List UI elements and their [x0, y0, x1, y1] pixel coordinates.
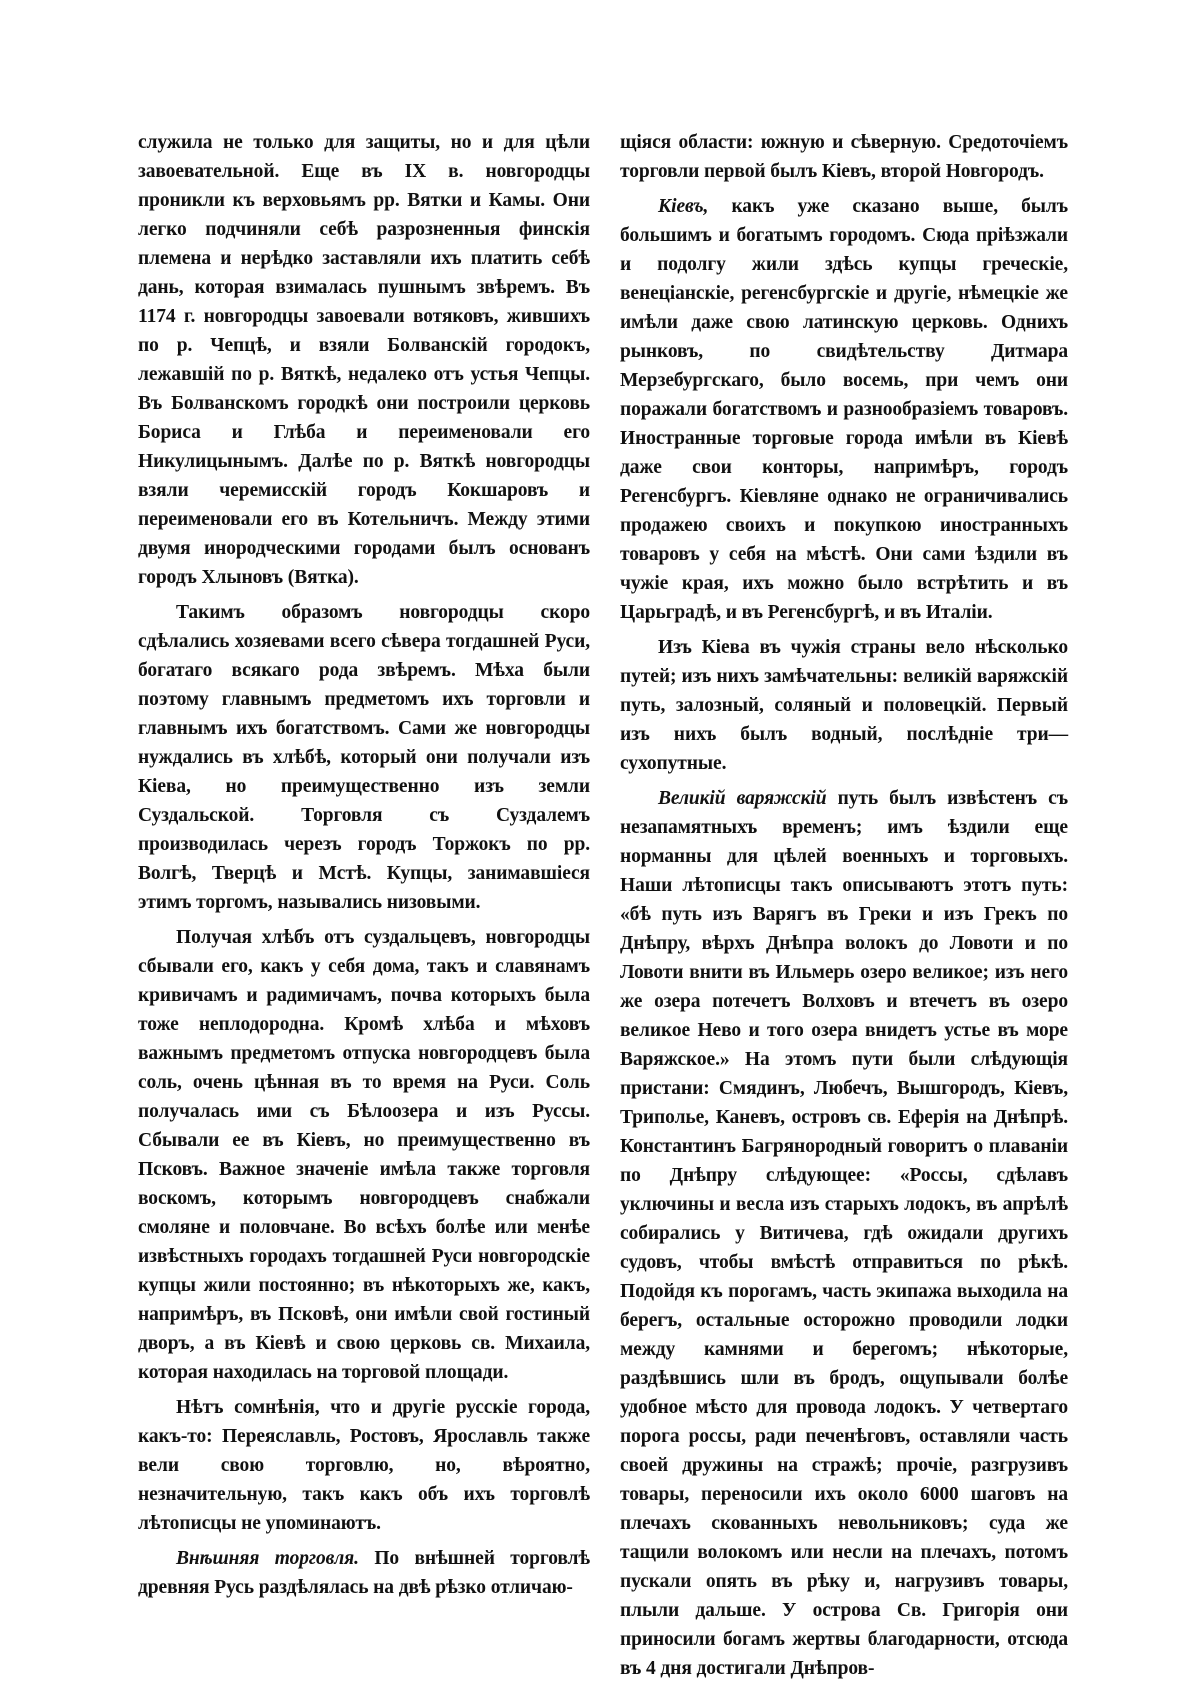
left-column: [138, 128, 590, 1608]
section-lead: Великій варяжскій: [658, 788, 827, 809]
paragraph: Нѣтъ сомнѣнія, что и другіе русскіе города, какъ-то: Переяславль, Ростовъ, Ярославль также вели свою торговлю, но, вѣроятно, незначительную, такъ какъ объ ихъ торговлѣ лѣтописцы не упоминаютъ.: [138, 1397, 590, 1534]
paragraph-text: какъ уже сказано выше, былъ большимъ и богатымъ городомъ. Сюда пріѣзжали и подолгу жили здѣсь купцы греческіе, венеціанскіе, регенсбургскіе и другіе, нѣмецкіе же имѣли даже свою латинскую церковь. Однихъ рынковъ, по свидѣтельству Дитмара Мерзебургскаго, было восемь, при чемъ они поражали богатствомъ и разнообразіемъ товаровъ. Иностранные торговые города имѣли въ Кіевѣ даже свои конторы, напримѣръ, городъ Регенсбургъ. Кіевляне однако не ограничивались продажею своихъ и покупкою иностранныхъ товаровъ у себя на мѣстѣ. Они сами ѣздили въ чужіе края, ихъ можно было встрѣтить и въ Царьградѣ, и въ Регенсбургѣ, и въ Италіи.: [620, 196, 1068, 623]
paragraph: [620, 192, 1068, 627]
paragraph: [138, 1544, 590, 1602]
paragraph: щіяся области: южную и сѣверную. Средоточіемъ торговли первой былъ Кіевъ, второй Новгородъ.: [620, 132, 1068, 182]
paragraph: Получая хлѣбъ отъ суздальцевъ, новгородцы сбывали его, какъ у себя дома, такъ и славянамъ кривичамъ и радимичамъ, почва которыхъ была тоже неплодородна. Кромѣ хлѣба и мѣховъ важнымъ предметомъ отпуска новгородцевъ была соль, очень цѣнная въ то время на Руси. Соль получалась ими съ Бѣлоозера и изъ Руссы. Сбывали ее въ Кіевъ, но преимущественно въ Псковъ. Важное значеніе имѣла также торговля воскомъ, которымъ новгородцевъ снабжали смоляне и половчане. Во всѣхъ болѣе или менѣе извѣстныхъ городахъ тогдашней Руси новгородскіе купцы жили постоянно; въ нѣкоторыхъ же, какъ, напримѣръ, въ Псковѣ, они имѣли свой гостиный дворъ, а въ Кіевѣ и свою церковь св. Михаила, которая находилась на торговой площади.: [138, 927, 590, 1383]
right-column: [620, 128, 1068, 1689]
paragraph: Такимъ образомъ новгородцы скоро сдѣлались хозяевами всего сѣвера тогдашней Руси, богатаго всякаго рода звѣремъ. Мѣха были поэтому главнымъ предметомъ ихъ торговли и главнымъ ихъ богатствомъ. Сами же новгородцы нуждались въ хлѣбѣ, который они получали изъ Кіева, но преимущественно изъ земли Суздальской. Торговля съ Суздалемъ производилась черезъ городъ Торжокъ по рр. Волгѣ, Тверцѣ и Мстѣ. Купцы, занимавшіеся этимъ торгомъ, назывались низовыми.: [138, 602, 590, 913]
section-lead: Внѣшняя торговля.: [176, 1548, 359, 1569]
paragraph: служила не только для защиты, но и для цѣли завоевательной. Еще въ IX в. новгородцы проникли къ верховьямъ рр. Вятки и Камы. Они легко подчиняли себѣ разрозненныя финскія племена и нерѣдко заставляли ихъ платить себѣ дань, которая взималась пушнымъ звѣремъ. Въ 1174 г. новгородцы завоевали вотяковъ, жившихъ по р. Чепцѣ, и взяли Болванскій городокъ, лежавшій по р. Вяткѣ, недалеко отъ устья Чепцы. Въ Болванскомъ городкѣ они построили церковь Бориса и Глѣба и переименовали его Никулицынымъ. Далѣе по р. Вяткѣ новгородцы взяли черемисскій городъ Кокшаровъ и переименовали его въ Котельничъ. Между этими двумя инородческими городами былъ основанъ городъ Хлыновъ (Вятка).: [138, 132, 590, 588]
section-lead: Кіевъ,: [658, 196, 709, 217]
paragraph: Изъ Кіева въ чужія страны вело нѣсколько путей; изъ нихъ замѣчательны: великій варяжскій путь, залозный, соляный и половецкій. Первый изъ нихъ былъ водный, послѣдніе три—сухопутные.: [620, 637, 1068, 774]
paragraph: [620, 784, 1068, 1683]
paragraph-text: По внѣшней торговлѣ древняя Русь раздѣлялась на двѣ рѣзко отличаю-: [138, 1548, 590, 1598]
paragraph-text: путь былъ извѣстенъ съ незапамятныхъ временъ; имъ ѣздили еще норманны для цѣлей военныхъ и торговыхъ. Наши лѣтописцы такъ описываютъ этотъ путь: «бѣ путь изъ Варягъ въ Греки и изъ Грекъ по Днѣпру, вѣрхъ Днѣпра волокъ до Ловоти и по Ловоти внити въ Ильмерь озеро великое; изъ него же озера потечетъ Волховъ и втечетъ въ озеро великое Нево и того озера внидетъ устье въ море Варяжское.» На этомъ пути были слѣдующія пристани: Смядинъ, Любечъ, Вышгородъ, Кіевъ, Триполье, Каневъ, островъ св. Еферія на Днѣпрѣ. Константинъ Багрянородный говоритъ о плаваніи по Днѣпру слѣдующее: «Россы, сдѣлавъ уключины и весла изъ старыхъ лодокъ, въ апрѣлѣ собирались у Витичева, гдѣ ожидали другихъ судовъ, чтобы вмѣстѣ отправиться по рѣкѣ. Подойдя къ порогамъ, часть экипажа выходила на берегъ, остальные осторожно проводили лодки между камнями и берегомъ; нѣкоторые, раздѣвшись шли въ бродъ, ощупывали болѣе удобное мѣсто для провода лодокъ. У четвертаго порога россы, ради печенѣговъ, оставляли часть своей дружины на стражѣ; прочіе, разгрузивъ товары, переносили ихъ около 6000 шаговъ на плечахъ скованныхъ невольниковъ; суда же тащили волокомъ или несли на плечахъ, потомъ пускали опять въ рѣку и, нагрузивъ товары, плыли дальше. У острова Св. Григорія они приносили богамъ жертвы благодарности, отсюда въ 4 дня достигали Днѣпров-: [620, 788, 1068, 1679]
